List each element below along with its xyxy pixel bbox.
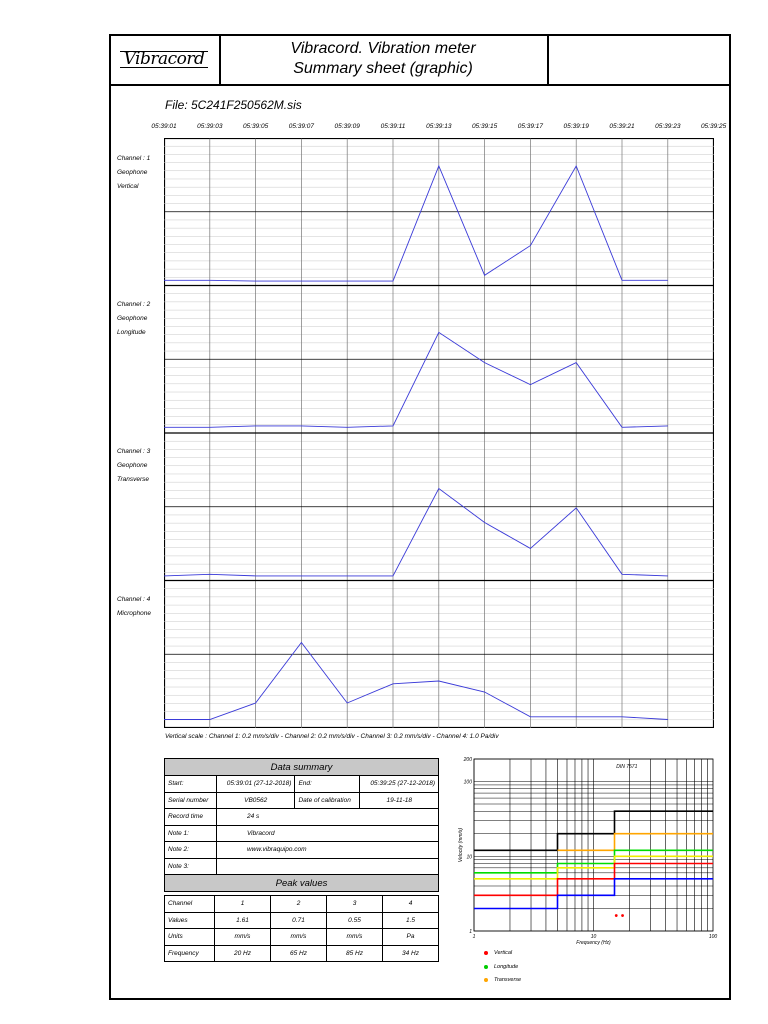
time-tick-label: 05:39:23 — [655, 123, 681, 130]
y-tick-label: 1 — [469, 929, 472, 935]
time-tick-label: 05:39:17 — [517, 123, 544, 130]
peak-unit: mm/s — [327, 929, 383, 946]
time-tick-label: 05:39:13 — [426, 123, 452, 130]
peak-point-vertical — [621, 914, 624, 917]
x-tick-label: 10 — [590, 934, 597, 940]
peak-channel: 3 — [327, 896, 383, 913]
time-tick-label: 05:39:07 — [288, 123, 315, 130]
x-tick-label: 1 — [472, 934, 476, 940]
peak-channel-label: Channel — [165, 896, 215, 913]
start-label: Start: — [165, 776, 217, 793]
peak-values-table — [164, 895, 439, 962]
vertical-scale-note: Vertical scale : Channel 1: 0.2 mm/s/div - Channel 2: 0.2 mm/s/div - Channel 3: 0.2 mm/s/div - Channel 4: 1.0 Pa/div — [165, 733, 499, 740]
time-tick-label: 05:39:05 — [242, 123, 269, 130]
peak-units-label: Units — [165, 929, 215, 946]
logo — [109, 34, 221, 84]
channel-1-label: Channel : 1 Geophone Vertical — [117, 155, 151, 190]
peak-unit: Pa — [383, 929, 439, 946]
time-tick-label: 05:39:01 — [151, 123, 177, 130]
legend-vertical: Vertical — [484, 950, 512, 956]
peak-channel: 4 — [383, 896, 439, 913]
channel-2-label: Channel : 2 Geophone Longitude — [117, 301, 151, 336]
peak-frequency: 85 Hz — [327, 945, 383, 962]
channel-4-label: Channel : 4 Microphone — [117, 596, 151, 617]
freq-chart-title: DIN 7571 — [616, 764, 638, 770]
x-axis-label: Frequency (Hz) — [576, 940, 611, 946]
channel-3-line — [164, 489, 668, 576]
peak-channel: 2 — [271, 896, 327, 913]
note-1-label: Note 1: — [165, 825, 217, 842]
file-name: File: 5C241F250562M.sis — [165, 98, 302, 112]
peak-values-label: Values — [165, 912, 215, 929]
data-summary-title: Data summary — [165, 759, 439, 776]
legend-dot-longitude — [484, 965, 488, 969]
end-label: End: — [295, 776, 360, 793]
record-time-value: 24 s — [216, 809, 438, 826]
time-tick-label: 05:39:03 — [197, 123, 223, 130]
peak-channel: 1 — [215, 896, 271, 913]
note-2-value: www.vibraquipo.com — [216, 842, 438, 859]
peak-frequency-label: Frequency — [165, 945, 215, 962]
y-axis-label: Velocity (mm/s) — [458, 827, 464, 863]
vibration-chart — [164, 138, 714, 728]
time-tick-label: 05:39:09 — [334, 123, 360, 130]
peak-values-title: Peak values — [165, 875, 439, 892]
note-2-label: Note 2: — [165, 842, 217, 859]
legend-longitude: Longitude — [484, 964, 518, 970]
serial-value: VB0562 — [216, 792, 294, 809]
record-time-label: Record time — [165, 809, 217, 826]
time-tick-label: 05:39:21 — [609, 123, 635, 130]
y-tick-label: 10 — [466, 854, 472, 861]
time-tick-label: 05:39:15 — [471, 123, 498, 130]
note-3-label: Note 3: — [165, 858, 217, 875]
peak-unit: mm/s — [215, 929, 271, 946]
y-tick-label: 100 — [463, 779, 472, 786]
start-value: 05:39:01 (27-12-2018) — [216, 776, 294, 793]
page-title — [219, 34, 549, 84]
peak-frequency: 65 Hz — [271, 945, 327, 962]
peak-frequency: 20 Hz — [215, 945, 271, 962]
title-line-2: Summary sheet (graphic) — [293, 60, 473, 77]
title-line-1: Vibracord. Vibration meter — [290, 40, 476, 57]
logo-text: Vibracord — [120, 51, 209, 68]
legend-transverse: Transverse — [484, 977, 521, 983]
serial-label: Serial number — [165, 792, 217, 809]
data-summary-table — [164, 758, 439, 892]
channel-3-label: Channel : 3 Geophone Transverse — [117, 448, 151, 483]
peak-value: 1.5 — [383, 912, 439, 929]
time-tick-label: 05:39:11 — [380, 123, 406, 130]
peak-unit: mm/s — [271, 929, 327, 946]
peak-frequency: 34 Hz — [383, 945, 439, 962]
header — [109, 34, 731, 86]
peak-value: 0.71 — [271, 912, 327, 929]
calibration-label: Date of calibration — [295, 792, 360, 809]
calibration-value: 19-11-18 — [360, 792, 439, 809]
legend-dot-vertical — [484, 951, 488, 955]
peak-value: 1.61 — [215, 912, 271, 929]
x-tick-label: 100 — [708, 934, 718, 940]
end-value: 05:39:25 (27-12-2018) — [360, 776, 439, 793]
legend-dot-transverse — [484, 978, 488, 982]
channel-1-line — [164, 166, 668, 281]
note-1-value: Vibracord — [216, 825, 438, 842]
channel-2-line — [164, 332, 668, 427]
time-tick-label: 05:39:19 — [563, 123, 589, 130]
y-tick-label: 200 — [463, 757, 472, 763]
peak-value: 0.55 — [327, 912, 383, 929]
peak-point-vertical — [615, 914, 618, 917]
time-tick-label: 05:39:25 — [700, 123, 727, 130]
note-3-value — [216, 858, 438, 875]
